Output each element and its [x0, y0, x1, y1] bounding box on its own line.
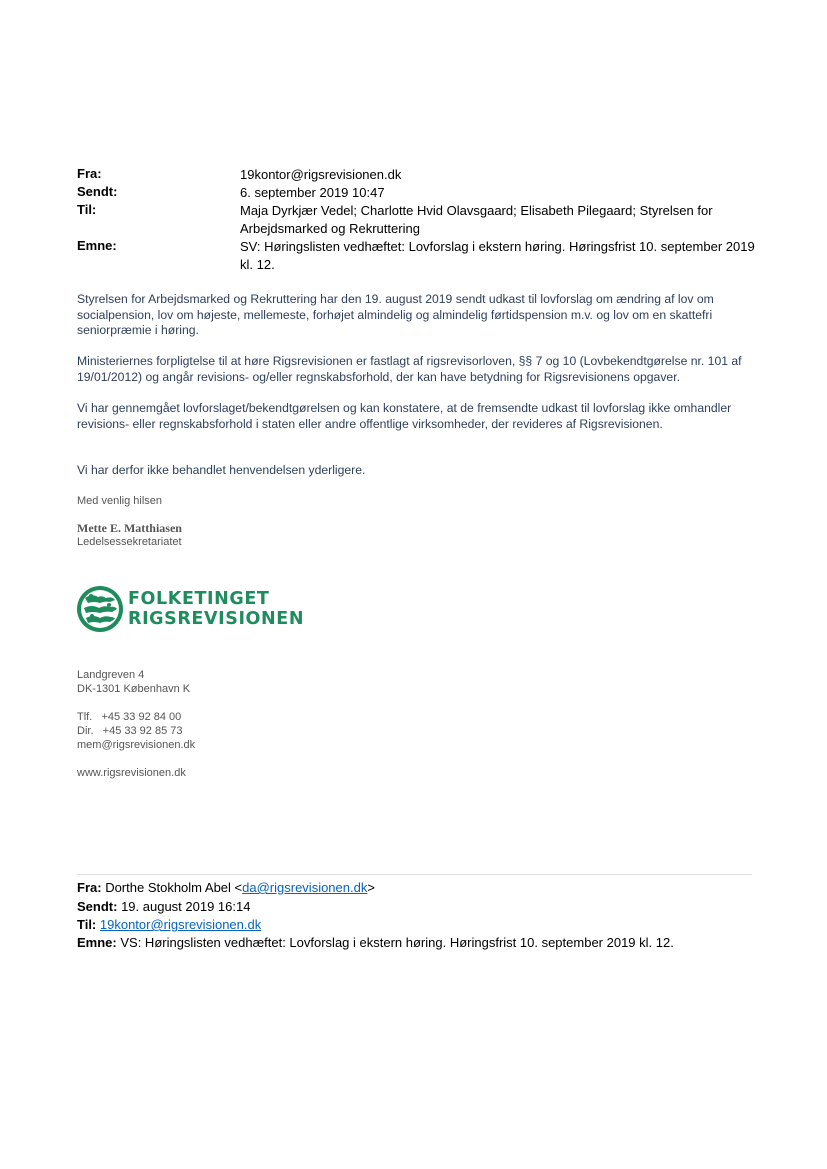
folketinget-rigsrevisionen-logo: [76, 584, 306, 634]
signature-name: Mette E. Matthiasen: [77, 521, 182, 535]
signature-department: Ledelsessekretariatet: [77, 536, 182, 548]
forwarded-sent-row: [77, 899, 250, 914]
sent-label: Sendt:: [77, 184, 118, 199]
forward-separator: [77, 874, 752, 875]
subject-label: Emne:: [77, 238, 117, 253]
logo-line-1: FOLKETINGET: [128, 589, 270, 609]
body-paragraph-4: Vi har derfor ikke behandlet henvendelsen yderligere.: [77, 463, 366, 477]
address-street: Landgreven 4: [77, 669, 145, 681]
phone-dir: Dir. +45 33 92 85 73: [77, 725, 183, 737]
forwarded-sent-label: Sendt:: [77, 899, 118, 914]
subject-value: SV: Høringslisten vedhæftet: Lovforslag i ekstern høring. Høringsfrist 10. september 2019 kl. 12.: [240, 239, 755, 272]
from-value: 19kontor@rigsrevisionen.dk: [240, 167, 402, 182]
address-city: DK-1301 København K: [77, 683, 191, 695]
to-label: Til:: [77, 202, 97, 217]
forwarded-from-name: Dorthe Stokholm Abel <: [105, 880, 243, 895]
from-label: Fra:: [77, 166, 102, 181]
forwarded-subject-row: [77, 935, 674, 950]
forwarded-sent-value: 19. august 2019 16:14: [121, 899, 251, 914]
forwarded-to-label: Til:: [77, 917, 97, 932]
to-value: Maja Dyrkjær Vedel; Charlotte Hvid Olavsgaard; Elisabeth Pilegaard; Styrelsen for Arbejdsmarked og Rekruttering: [240, 203, 713, 236]
forwarded-to-email-link[interactable]: 19kontor@rigsrevisionen.dk: [99, 917, 262, 932]
phone-tlf: Tlf. +45 33 92 84 00: [77, 711, 182, 723]
sent-value: 6. september 2019 10:47: [240, 185, 385, 200]
forwarded-from-email-link[interactable]: da@rigsrevisionen.dk: [242, 880, 368, 895]
body-paragraph-1: Styrelsen for Arbejdsmarked og Rekruttering har den 19. august 2019 sendt udkast til lovforslag om ændring af lov om socialpension, lov om højeste, mellemeste, forhøjet almindelig og almindelig førtidspension m.v. og lov om en skattefri seniorpræmie i høring.: [77, 292, 714, 337]
forwarded-from-label: Fra:: [77, 880, 102, 895]
forwarded-to-row: [77, 917, 261, 932]
greeting: Med venlig hilsen: [77, 495, 162, 507]
forwarded-from-close: >: [367, 880, 375, 895]
forwarded-subject-label: Emne:: [77, 935, 117, 950]
logo-line-2: RIGSREVISIONEN: [128, 609, 305, 629]
forwarded-subject-value: VS: Høringslisten vedhæftet: Lovforslag i ekstern høring. Høringsfrist 10. september 2019 kl. 12.: [120, 935, 674, 950]
body-paragraph-3: Vi har gennemgået lovforslaget/bekendtgørelsen og kan konstatere, at de fremsendte udkast til lovforslag ikke omhandler revisions- eller regnskabsforhold i staten eller andre offentlige virksomheder, der revideres af Rigsrevisionen.: [77, 401, 732, 431]
contact-website[interactable]: www.rigsrevisionen.dk: [77, 767, 186, 779]
body-paragraph-2: Ministeriernes forpligtelse til at høre Rigsrevisionen er fastlagt af rigsrevisorloven, §§ 7 og 10 (Lovbekendtgørelse nr. 101 af 19/01/2012) og angår revisions- og/eller regnskabsforhold, der kan have betydning for Rigsrevisionens opgaver.: [77, 354, 742, 384]
contact-email[interactable]: mem@rigsrevisionen.dk: [77, 739, 196, 751]
lions-emblem-icon: [76, 584, 124, 634]
forwarded-from-row: [77, 880, 375, 895]
